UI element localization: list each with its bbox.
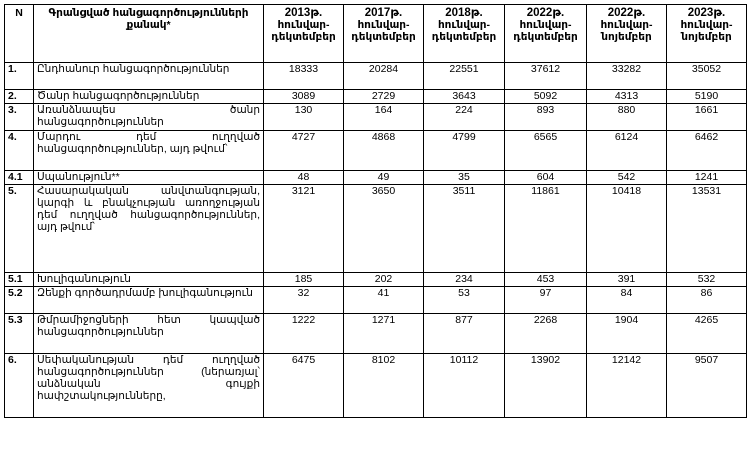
row-number: 3. (5, 104, 34, 131)
row-number: 5.2 (5, 287, 34, 314)
row-value: 12142 (587, 354, 667, 418)
header-period (667, 5, 747, 63)
row-value: 202 (344, 273, 424, 287)
row-number: 5.3 (5, 314, 34, 354)
row-value: 6565 (505, 131, 587, 171)
row-value: 1222 (264, 314, 344, 354)
row-value: 3089 (264, 90, 344, 104)
row-value: 48 (264, 171, 344, 185)
row-category: Հասարակական անվտանգության, կարգի և բնակչության առողջության դեմ ուղղված հանցագործություններ, այդ թվում՝ (34, 185, 264, 273)
row-value: 35 (424, 171, 505, 185)
header-period-range: հունվար-նոյեմբեր (600, 19, 653, 43)
header-period (344, 5, 424, 63)
row-value: 37612 (505, 63, 587, 90)
row-value: 185 (264, 273, 344, 287)
row-value: 5092 (505, 90, 587, 104)
header-period (505, 5, 587, 63)
row-value: 13902 (505, 354, 587, 418)
row-value: 6475 (264, 354, 344, 418)
row-value: 3511 (424, 185, 505, 273)
row-value: 3121 (264, 185, 344, 273)
row-value: 453 (505, 273, 587, 287)
row-value: 4799 (424, 131, 505, 171)
table-row (5, 273, 747, 287)
row-number: 4.1 (5, 171, 34, 185)
row-value: 13531 (667, 185, 747, 273)
row-value: 10418 (587, 185, 667, 273)
row-category: Սեփականության դեմ ուղղված հանցագործություններ (ներառյալ՝ անձնական գույքի հափշտակությունները, (34, 354, 264, 418)
row-value: 4868 (344, 131, 424, 171)
row-value: 893 (505, 104, 587, 131)
row-value: 1904 (587, 314, 667, 354)
row-value: 224 (424, 104, 505, 131)
row-value: 33282 (587, 63, 667, 90)
header-period-range: հունվար-նոյեմբեր (680, 19, 733, 43)
row-category: Խուլիգանություն (34, 273, 264, 287)
row-value: 1271 (344, 314, 424, 354)
row-category: Մարդու դեմ ուղղված հանցագործություններ, այդ թվում՝ (34, 131, 264, 171)
header-period-range: հունվար-դեկտեմբեր (431, 19, 497, 43)
row-number: 5. (5, 185, 34, 273)
row-value: 8102 (344, 354, 424, 418)
row-value: 32 (264, 287, 344, 314)
row-value: 11861 (505, 185, 587, 273)
row-value: 604 (505, 171, 587, 185)
row-value: 1241 (667, 171, 747, 185)
table-row (5, 131, 747, 171)
row-value: 130 (264, 104, 344, 131)
row-value: 4313 (587, 90, 667, 104)
row-value: 20284 (344, 63, 424, 90)
header-period-range: հունվար-դեկտեմբեր (351, 19, 416, 43)
row-number: 6. (5, 354, 34, 418)
row-value: 4265 (667, 314, 747, 354)
row-number: 1. (5, 63, 34, 90)
crime-statistics-table (4, 4, 747, 418)
row-value: 53 (424, 287, 505, 314)
row-value: 6462 (667, 131, 747, 171)
table-row (5, 314, 747, 354)
row-value: 10112 (424, 354, 505, 418)
header-period-year: 2022թ. (607, 7, 646, 19)
header-period-year: 2018թ. (445, 7, 483, 19)
header-period (264, 5, 344, 63)
table-row (5, 287, 747, 314)
row-category: Սպանություն** (34, 171, 264, 185)
row-value: 6124 (587, 131, 667, 171)
table-row (5, 354, 747, 418)
table-row (5, 104, 747, 131)
table-row (5, 63, 747, 90)
row-value: 234 (424, 273, 505, 287)
header-row (5, 5, 747, 63)
row-value: 84 (587, 287, 667, 314)
table-row (5, 90, 747, 104)
row-value: 18333 (264, 63, 344, 90)
row-value: 877 (424, 314, 505, 354)
row-value: 164 (344, 104, 424, 131)
row-category: Առանձնապես ծանր հանցագործություններ (34, 104, 264, 131)
row-number: 5.1 (5, 273, 34, 287)
row-value: 2729 (344, 90, 424, 104)
row-value: 49 (344, 171, 424, 185)
statistics-table-container (4, 4, 747, 418)
row-value: 391 (587, 273, 667, 287)
header-period-year: 2023թ. (687, 7, 726, 19)
row-value: 532 (667, 273, 747, 287)
row-value: 542 (587, 171, 667, 185)
row-value: 4727 (264, 131, 344, 171)
header-n: N (5, 5, 34, 63)
row-value: 22551 (424, 63, 505, 90)
header-period-range: հունվար-դեկտեմբեր (513, 19, 578, 43)
header-period (587, 5, 667, 63)
row-value: 3650 (344, 185, 424, 273)
table-row (5, 185, 747, 273)
row-value: 97 (505, 287, 587, 314)
header-period-year: 2017թ. (364, 7, 403, 19)
row-value: 35052 (667, 63, 747, 90)
row-value: 41 (344, 287, 424, 314)
row-value: 86 (667, 287, 747, 314)
table-row (5, 171, 747, 185)
row-category: Ծանր հանցագործություններ (34, 90, 264, 104)
row-category: Ընդհանուր հանցագործություններ (34, 63, 264, 90)
row-number: 2. (5, 90, 34, 104)
row-number: 4. (5, 131, 34, 171)
row-category: Թմրամիջոցների հետ կապված հանցագործություններ (34, 314, 264, 354)
row-category: Զենքի գործադրմամբ խուլիգանություն (34, 287, 264, 314)
header-period-range: հունվար-դեկտեմբեր (271, 19, 336, 43)
header-period-year: 2013թ. (284, 7, 323, 19)
row-value: 2268 (505, 314, 587, 354)
row-value: 880 (587, 104, 667, 131)
header-period (424, 5, 505, 63)
row-value: 1661 (667, 104, 747, 131)
row-value: 9507 (667, 354, 747, 418)
header-category: Գրանցված հանցագործությունների քանակ* (34, 5, 264, 63)
row-value: 3643 (424, 90, 505, 104)
row-value: 5190 (667, 90, 747, 104)
header-period-year: 2022թ. (526, 7, 565, 19)
